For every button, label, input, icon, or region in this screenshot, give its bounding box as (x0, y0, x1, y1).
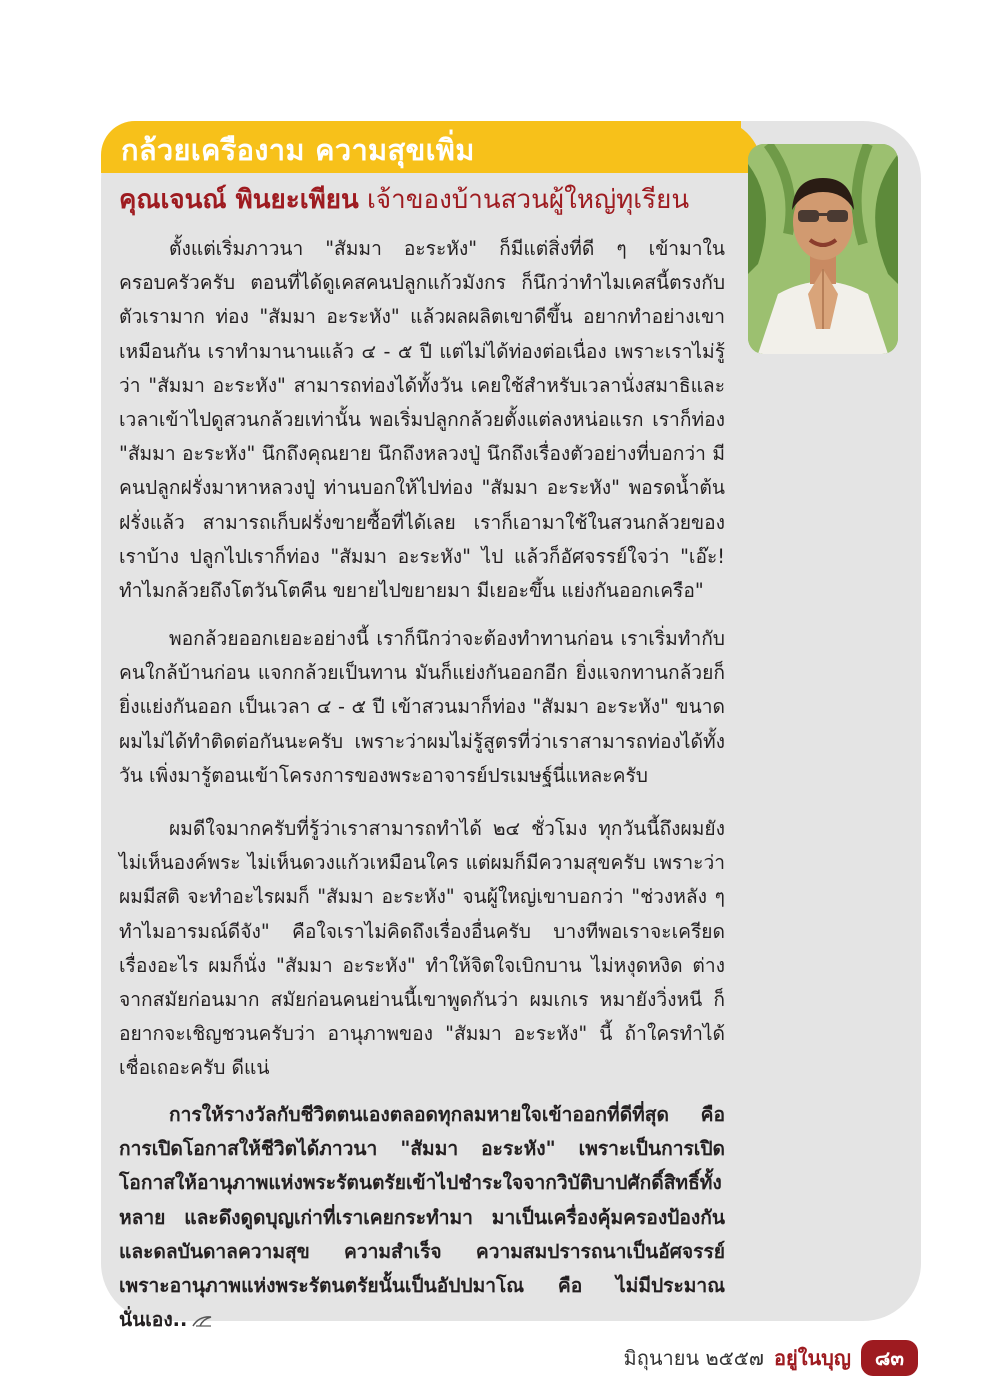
magazine-name: อยู่ในบุญ (773, 1346, 851, 1370)
end-of-article-icon (191, 1314, 213, 1328)
author-role: เจ้าของบ้านสวนผู้ใหญ่ทุเรียน (367, 185, 690, 215)
section-title: กล้วยเครืองาม ความสุขเพิ่ม (121, 133, 475, 167)
article-paragraph: พอกล้วยออกเยอะอย่างนี้ เราก็นึกว่าจะต้องทำทานก่อน เราเริ่มทำกับคนใกล้บ้านก่อน แจกกล้วยเป็นทาน มันก็แย่งกันออกอีก ยิ่งแจกทานกล้วยก็ยิ่งแย่งกันออก เป็นเวลา ๔ - ๕ ปี เข้าสวนมาก็ท่อง "สัมมา อะระหัง" ขนาดผมไม่ได้ทำติดต่อกันนะครับ เพราะว่าผมไม่รู้สูตรที่ว่าเราสามารถท่องได้ทั้งวัน เพิ่งมารู้ตอนเข้าโครงการของพระอาจารย์ปรเมษฐ์นี่แหละครับ (119, 627, 725, 787)
issue-date: มิถุนายน ๒๕๕๗ (623, 1346, 764, 1370)
closing-paragraph (119, 1098, 725, 1337)
page-footer (624, 1340, 918, 1376)
article-paragraph: ตั้งแต่เริ่มภาวนา "สัมมา อะระหัง" ก็มีแต่สิ่งที่ดี ๆ เข้ามาในครอบครัวครับ ตอนที่ได้ดูเคสคนปลูกแก้วมังกร ก็นึกว่าทำไมเคสนี้ตรงกับตัวเรามาก ท่อง "สัมมา อะระหัง" แล้วผลผลิตเขาดีขึ้น อยากทำอย่างเขาเหมือนกัน เราทำมานานแล้ว ๔ - ๕ ปี แต่ไม่ได้ท่องต่อเนื่อง เพราะเราไม่รู้ว่า "สัมมา อะระหัง" สามารถท่องได้ทั้งวัน เคยใช้สำหรับเวลานั่งสมาธิและเวลาเข้าไปดูสวนกล้วยเท่านั้น พอเริ่มปลูกกล้วยตั้งแต่ลงหน่อแรก เราก็ท่อง "สัมมา อะระหัง" นึกถึงคุณยาย นึกถึงหลวงปู่ นึกถึงเรื่องตัวอย่างที่บอกว่า มีคนปลูกฝรั่งมาหาหลวงปู่ ท่านบอกให้ไปท่อง "สัมมา อะระหัง" พอรดน้ำต้นฝรั่งแล้ว สามารถเก็บฝรั่งขายซื้อที่ได้เลย เราก็เอามาใช้ในสวนกล้วยของเราบ้าง ปลูกไปเราก็ท่อง "สัมมา อะระหัง" ไป แล้วก็อัศจรรย์ใจว่า "เอ๊ะ! ทำไมกล้วยถึงโตวันโตคืน ขยายไปขยายมา มีเยอะขึ้น แย่งกันออกเครือ" (119, 237, 725, 603)
author-photo-illustration (748, 144, 898, 354)
section-title-band (101, 121, 741, 173)
author-name: คุณเจนณ์ พินยะเพียน (119, 185, 359, 215)
author-byline (119, 179, 689, 220)
author-photo (748, 144, 898, 354)
page-number: ๘๓ (861, 1340, 918, 1376)
article-paragraph: ผมดีใจมากครับที่รู้ว่าเราสามารถทำได้ ๒๔ ชั่วโมง ทุกวันนี้ถึงผมยังไม่เห็นองค์พระ ไม่เห็นดวงแก้วเหมือนใคร แต่ผมก็มีความสุขครับ เพราะว่าผมมีสติ จะทำอะไรผมก็ "สัมมา อะระหัง" จนผู้ใหญ่เขาบอกว่า "ช่วงหลัง ๆ ทำไมอารมณ์ดีจัง" คือใจเราไม่คิดถึงเรื่องอื่นครับ บางทีพอเราจะเครียดเรื่องอะไร ผมก็นั่ง "สัมมา อะระหัง" ทำให้จิตใจเบิกบาน ไม่หงุดหงิด ต่างจากสมัยก่อนมาก สมัยก่อนคนย่านนี้เขาพูดกันว่า ผมเกเร หมายังวิ่งหนี ก็อยากจะเชิญชวนครับว่า อานุภาพของ "สัมมา อะระหัง" นี้ ถ้าใครทำได้เชื่อเถอะครับ ดีแน่ (119, 817, 725, 1080)
closing-paragraph-text: การให้รางวัลกับชีวิตตนเองตลอดทุกลมหายใจเข้าออกที่ดีที่สุด คือ การเปิดโอกาสให้ชีวิตได้ภาวนา "สัมมา อะระหัง" เพราะเป็นการเปิดโอกาสให้อานุภาพแห่งพระรัตนตรัยเข้าไปชำระใจจากวิบัติบาปศักดิ์สิทธิ์ทั้งหลาย และดึงดูดบุญเก่าที่เราเคยกระทำมา มาเป็นเครื่องคุ้มครองป้องกันและดลบันดาลความสุข ความสำเร็จ ความสมปรารถนาเป็นอัศจรรย์ เพราะอานุภาพแห่งพระรัตนตรัยนั้นเป็นอัปปมาโณ คือ ไม่มีประมาณนั่นเอง.. (119, 1103, 725, 1332)
